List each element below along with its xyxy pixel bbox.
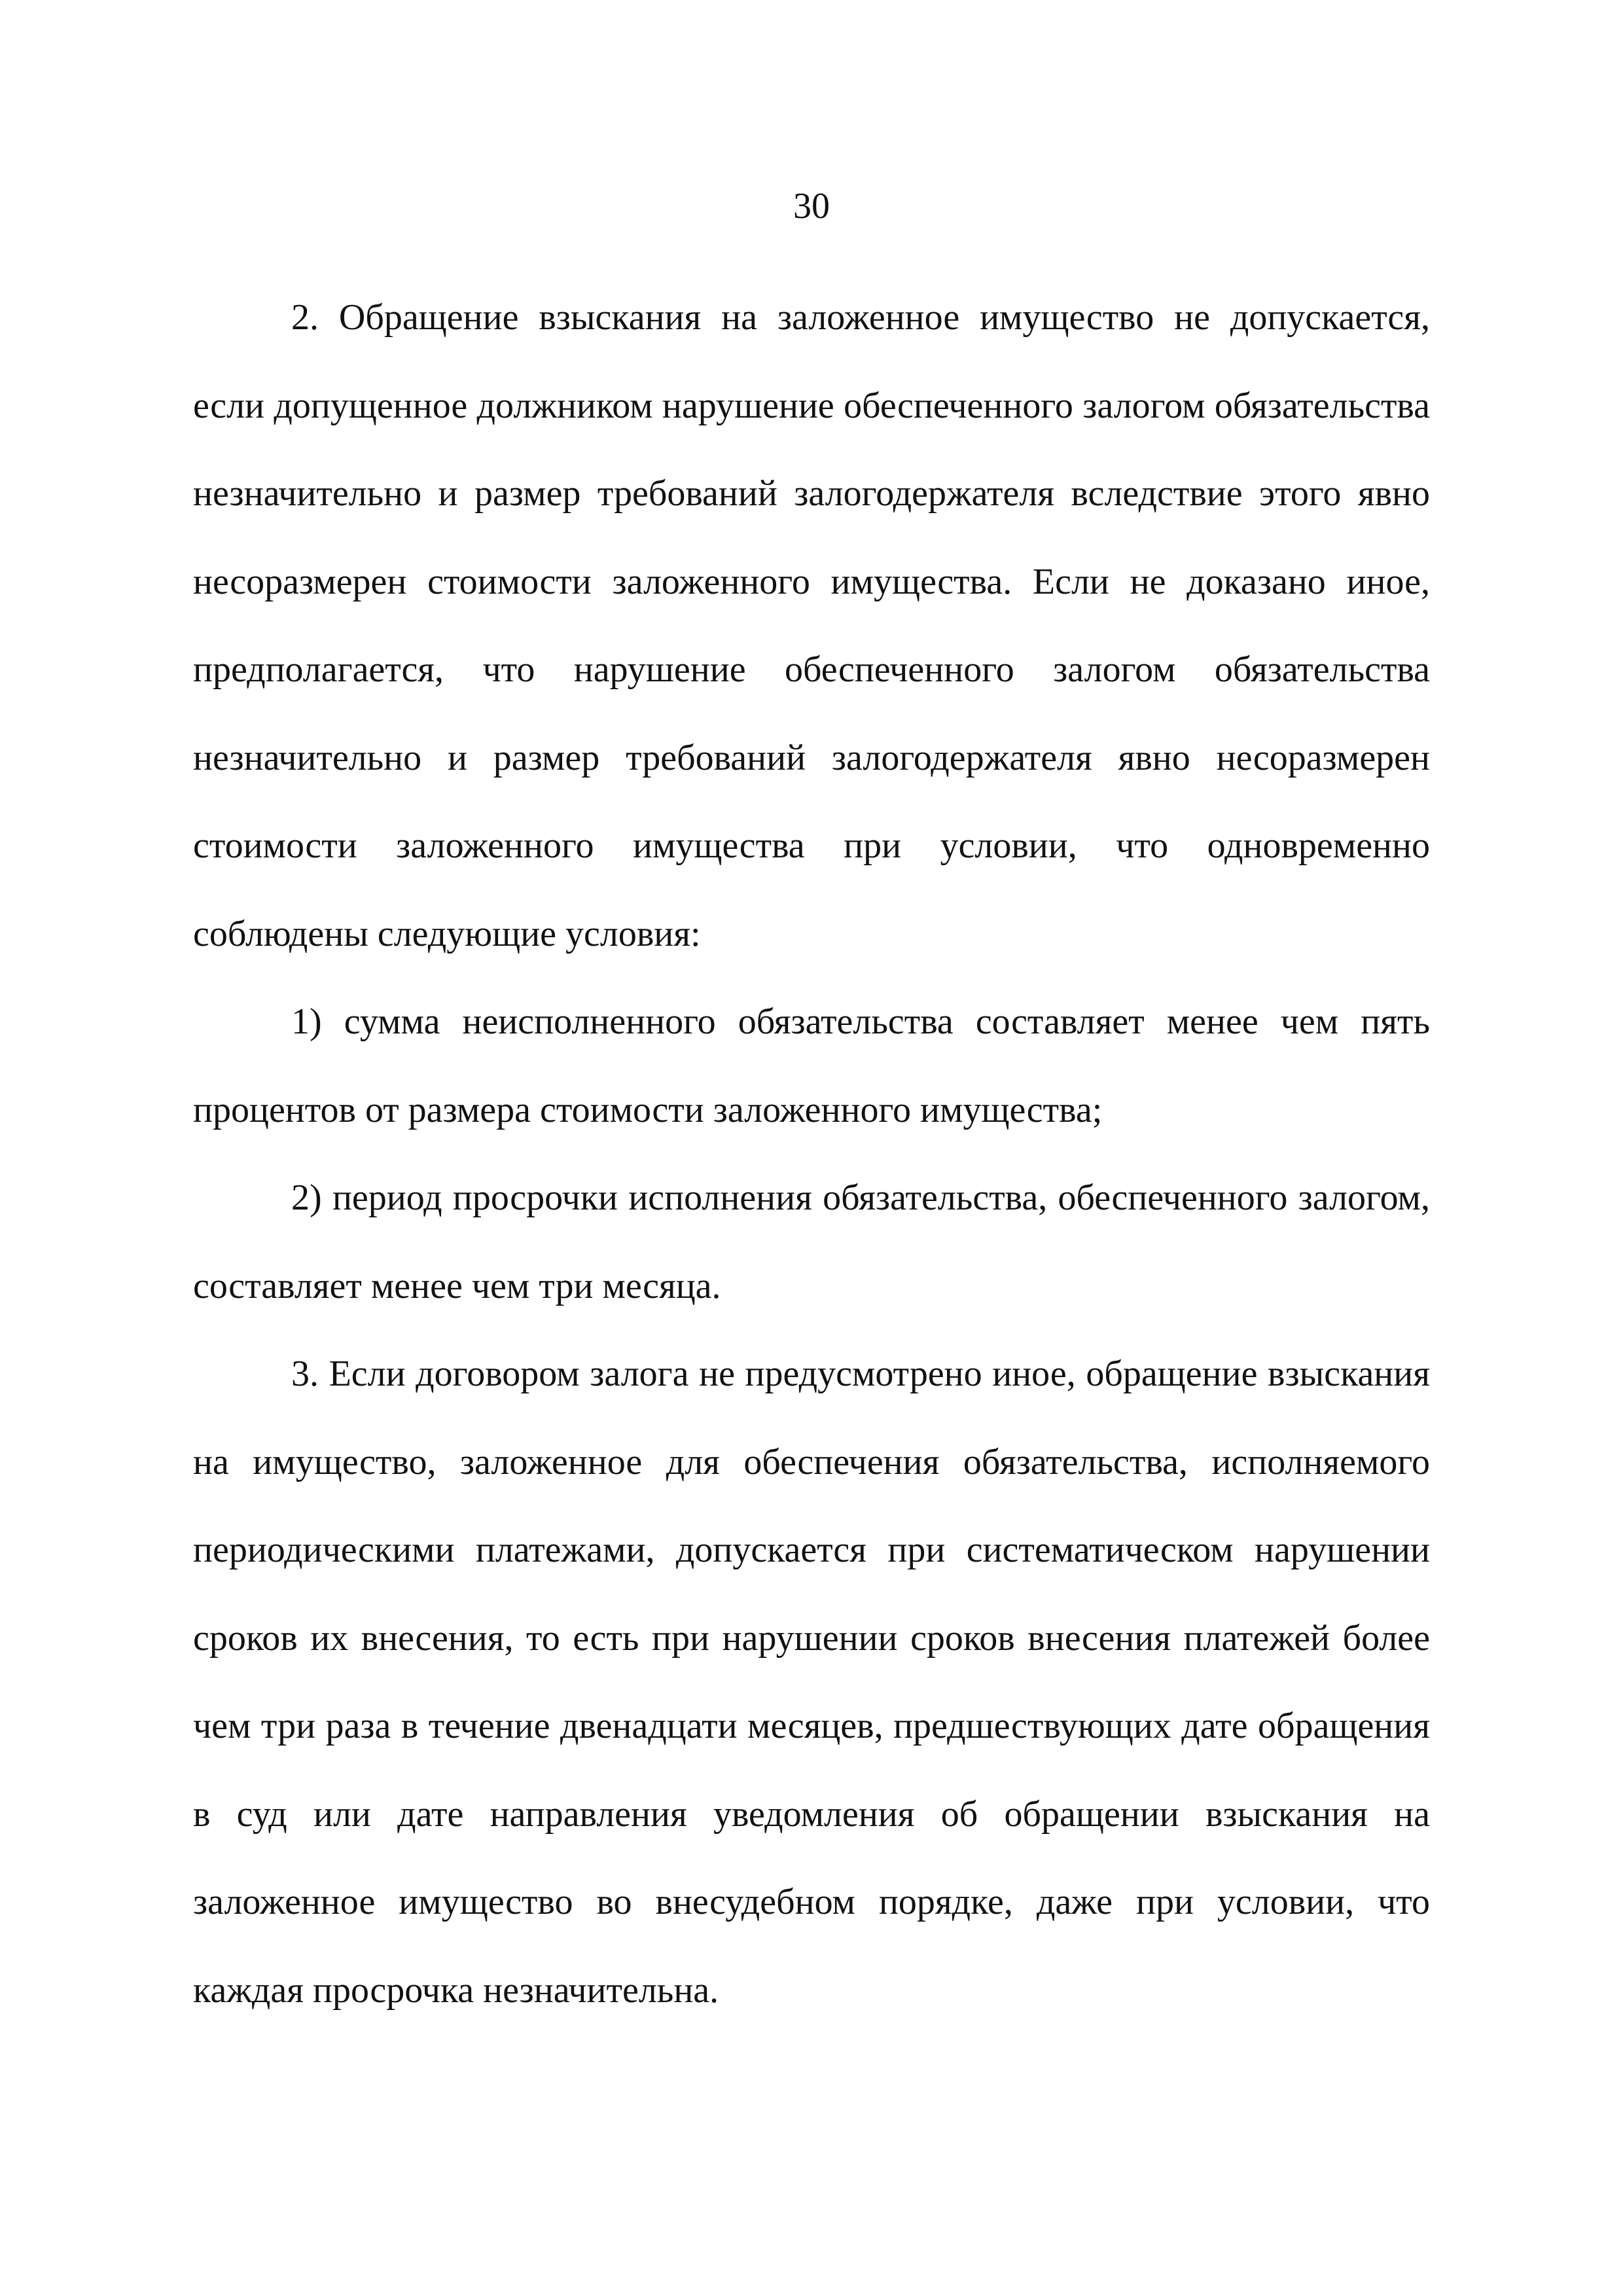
paragraph-clause-3: 3. Если договором залога не предусмотрено иное, обращение взыскания на имущество, заложенное для обеспечения обязательства, исполняемого периодическими платежами, допускается при систематическом нарушении сроков их внесения, то есть при нарушении сроков внесения платежей более чем три раза в течение двенадцати месяцев, предшествующих дате обращения в суд или дате направления уведомления об обращении взыскания на заложенное имущество во внесудебном порядке, даже при условии, что каждая просрочка незначительна. [193, 1354, 1430, 2011]
page-number: 30 [793, 186, 830, 226]
paragraph-condition-1: 1) сумма неисполненного обязательства составляет менее чем пять процентов от размера стоимости заложенного имущества; [193, 1001, 1430, 1130]
document-body [193, 274, 1430, 2034]
paragraph-condition-2: 2) период просрочки исполнения обязательства, обеспеченного залогом, составляет менее чем три месяца. [193, 1177, 1430, 1306]
paragraph-clause-2: 2. Обращение взыскания на заложенное имущество не допускается, если допущенное должником нарушение обеспеченного залогом обязательства незначительно и размер требований залогодержателя вследствие этого явно несоразмерен стоимости заложенного имущества. Если не доказано иное, предполагается, что нарушение обеспеченного залогом обязательства незначительно и размер требований залогодержателя явно несоразмерен стоимости заложенного имущества при условии, что одновременно соблюдены следующие условия: [193, 297, 1430, 954]
